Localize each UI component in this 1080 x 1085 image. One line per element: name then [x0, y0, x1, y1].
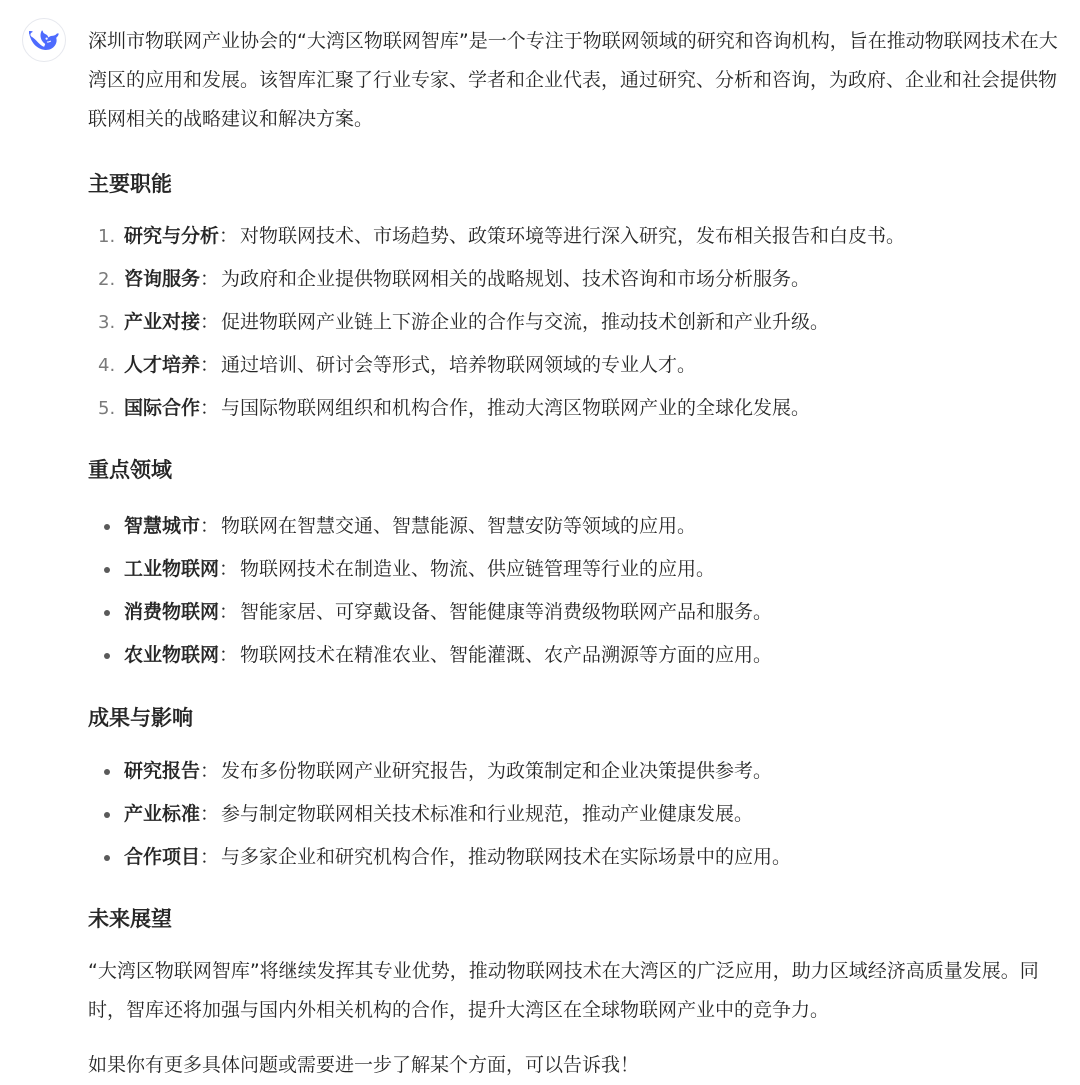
bullet-dot — [104, 567, 110, 573]
item-separator: ： — [200, 846, 220, 868]
bullet-dot — [104, 610, 110, 616]
bullet-dot — [104, 855, 110, 861]
item-desc: 发布多份物联网产业研究报告，为政策制定和企业决策提供参考。 — [221, 760, 773, 782]
item-desc: 物联网技术在制造业、物流、供应链管理等行业的应用。 — [240, 558, 716, 580]
list-item — [88, 634, 1068, 677]
outlook-paragraph: “大湾区物联网智库”将继续发挥其专业优势，推动物联网技术在大湾区的广泛应用，助力区域经济高质量发展。同时，智库还将加强与国内外相关机构的合作，提升大湾区在全球物联网产业中的竞争力。 — [88, 960, 1039, 1021]
bullet-dot — [104, 524, 110, 530]
list-item — [88, 215, 1068, 258]
list-item — [88, 591, 1068, 634]
item-term: 智慧城市 — [124, 515, 201, 537]
list-item — [88, 344, 1068, 387]
item-term: 咨询服务 — [124, 268, 201, 290]
assistant-message — [88, 22, 1068, 1085]
list-number: 3. — [98, 312, 116, 333]
item-desc: 促进物联网产业链上下游企业的合作与交流，推动技术创新和产业升级。 — [221, 311, 830, 333]
functions-list — [88, 215, 1068, 430]
list-item — [88, 301, 1068, 344]
intro-paragraph: 深圳市物联网产业协会的“大湾区物联网智库”是一个专注于物联网领域的研究和咨询机构，旨在推动物联网技术在大湾区的应用和发展。该智库汇聚了行业专家、学者和企业代表，通过研究、分析和咨询，为政府、企业和社会提供物联网相关的战略建议和解决方案。 — [88, 30, 1058, 130]
item-desc: 物联网在智慧交通、智慧能源、智慧安防等领域的应用。 — [221, 515, 697, 537]
bullet-dot — [104, 769, 110, 775]
section-title-focus: 重点领域 — [88, 458, 172, 482]
item-desc: 物联网技术在精准农业、智能灌溉、农产品溯源等方面的应用。 — [240, 644, 773, 666]
item-term: 合作项目 — [124, 846, 201, 868]
whale-logo-icon — [29, 28, 59, 52]
item-term: 消费物联网 — [124, 601, 220, 623]
list-item — [88, 258, 1068, 301]
list-item — [88, 548, 1068, 591]
section-title-functions: 主要职能 — [88, 172, 172, 196]
item-term: 研究报告 — [124, 760, 201, 782]
item-separator: ： — [219, 644, 239, 666]
item-term: 人才培养 — [124, 354, 201, 376]
item-term: 国际合作 — [124, 397, 201, 419]
closing-paragraph: 如果你有更多具体问题或需要进一步了解某个方面，可以告诉我！ — [88, 1054, 640, 1076]
item-desc: 为政府和企业提供物联网相关的战略规划、技术咨询和市场分析服务。 — [221, 268, 811, 290]
bullet-dot — [104, 812, 110, 818]
item-separator: ： — [200, 311, 220, 333]
list-item — [88, 836, 1068, 879]
list-number: 2. — [98, 269, 116, 290]
list-number: 5. — [98, 398, 116, 419]
item-term: 研究与分析 — [124, 225, 220, 247]
item-separator: ： — [219, 558, 239, 580]
item-desc: 通过培训、研讨会等形式，培养物联网领域的专业人才。 — [221, 354, 697, 376]
list-item — [88, 387, 1068, 430]
list-item — [88, 793, 1068, 836]
item-separator: ： — [219, 601, 239, 623]
list-number: 1. — [98, 226, 116, 247]
item-desc: 与多家企业和研究机构合作，推动物联网技术在实际场景中的应用。 — [221, 846, 792, 868]
list-item — [88, 505, 1068, 548]
item-term: 农业物联网 — [124, 644, 220, 666]
item-separator: ： — [200, 803, 220, 825]
item-separator: ： — [200, 268, 220, 290]
list-item — [88, 750, 1068, 793]
item-separator: ： — [200, 397, 220, 419]
list-number: 4. — [98, 355, 116, 376]
item-separator: ： — [219, 225, 239, 247]
section-title-results: 成果与影响 — [88, 706, 193, 730]
item-term: 工业物联网 — [124, 558, 220, 580]
results-list — [88, 750, 1068, 879]
item-term: 产业对接 — [124, 311, 201, 333]
section-title-outlook: 未来展望 — [88, 907, 172, 931]
bullet-dot — [104, 653, 110, 659]
item-desc: 对物联网技术、市场趋势、政策环境等进行深入研究，发布相关报告和白皮书。 — [240, 225, 906, 247]
item-separator: ： — [200, 515, 220, 537]
item-desc: 智能家居、可穿戴设备、智能健康等消费级物联网产品和服务。 — [240, 601, 773, 623]
item-separator: ： — [200, 760, 220, 782]
item-term: 产业标准 — [124, 803, 201, 825]
assistant-avatar — [22, 18, 66, 62]
item-separator: ： — [200, 354, 220, 376]
item-desc: 与国际物联网组织和机构合作，推动大湾区物联网产业的全球化发展。 — [221, 397, 811, 419]
focus-list — [88, 505, 1068, 677]
item-desc: 参与制定物联网相关技术标准和行业规范，推动产业健康发展。 — [221, 803, 754, 825]
